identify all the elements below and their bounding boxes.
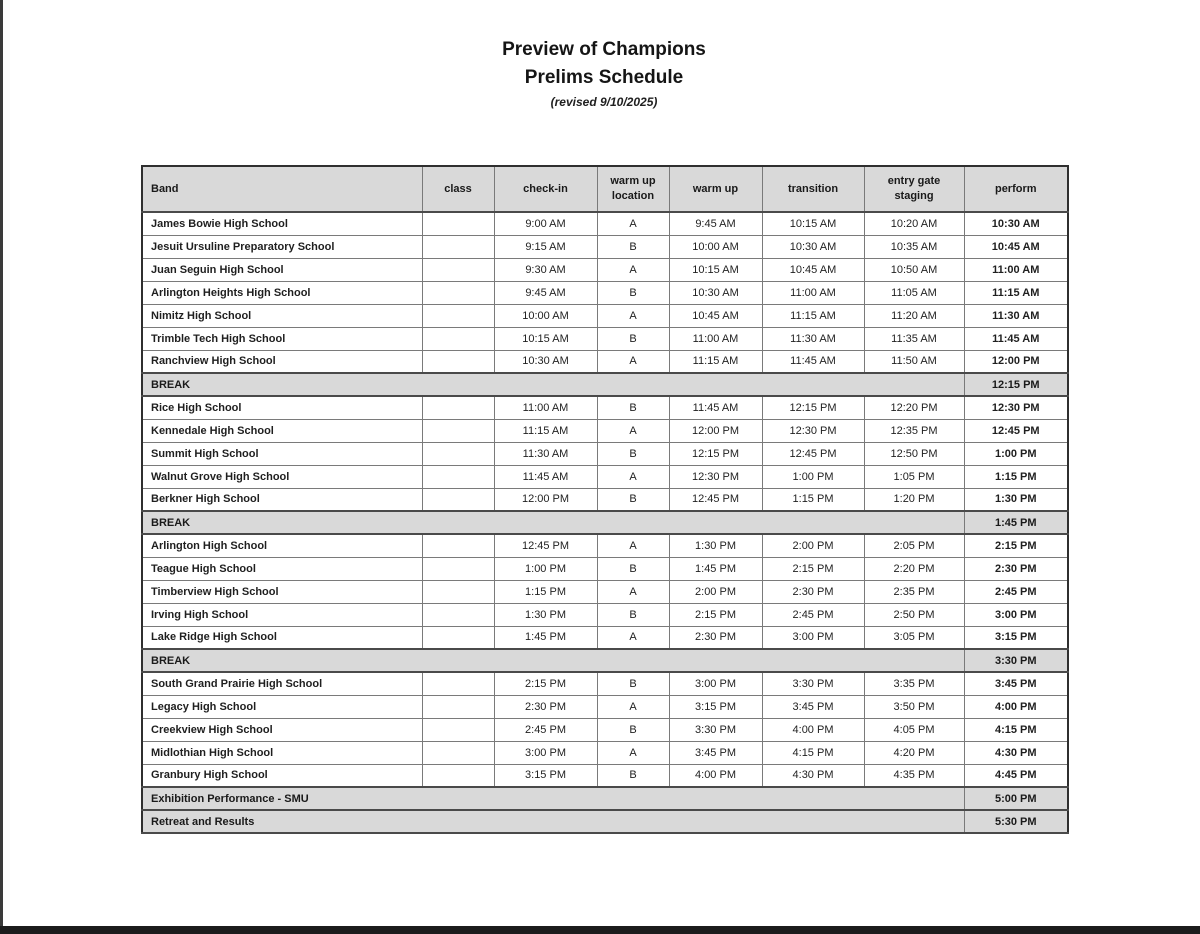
perform-cell: 11:45 AM (964, 327, 1068, 350)
transition-cell: 10:30 AM (762, 235, 864, 258)
band-name-cell: Creekview High School (142, 718, 422, 741)
entry-gate-staging-cell: 1:20 PM (864, 488, 964, 511)
transition-cell: 12:30 PM (762, 419, 864, 442)
band-name-cell: Teague High School (142, 557, 422, 580)
document-title: Preview of Champions (502, 39, 706, 60)
check-in-cell: 2:45 PM (494, 718, 597, 741)
section-label-cell: BREAK (142, 373, 964, 396)
warm-up-location-cell: A (597, 212, 669, 235)
check-in-cell: 11:45 AM (494, 465, 597, 488)
warm-up-location-cell: B (597, 396, 669, 419)
perform-cell: 4:15 PM (964, 718, 1068, 741)
entry-gate-staging-cell: 10:35 AM (864, 235, 964, 258)
class-cell (422, 235, 494, 258)
perform-cell: 3:15 PM (964, 626, 1068, 649)
warm-up-cell: 11:45 AM (669, 396, 762, 419)
class-cell (422, 603, 494, 626)
warm-up-cell: 2:00 PM (669, 580, 762, 603)
band-name-cell: Trimble Tech High School (142, 327, 422, 350)
check-in-cell: 2:15 PM (494, 672, 597, 695)
transition-cell: 4:30 PM (762, 764, 864, 787)
warm-up-location-cell: A (597, 304, 669, 327)
section-label-cell: Exhibition Performance - SMU (142, 787, 964, 810)
perform-cell: 2:15 PM (964, 534, 1068, 557)
check-in-cell: 12:45 PM (494, 534, 597, 557)
perform-cell: 4:00 PM (964, 695, 1068, 718)
table-row (142, 741, 1068, 764)
table-row (142, 488, 1068, 511)
perform-cell: 2:30 PM (964, 557, 1068, 580)
warm-up-location-cell: B (597, 718, 669, 741)
entry-gate-staging-cell: 2:50 PM (864, 603, 964, 626)
check-in-cell: 1:30 PM (494, 603, 597, 626)
check-in-cell: 10:15 AM (494, 327, 597, 350)
table-row (142, 281, 1068, 304)
warm-up-location-cell: B (597, 235, 669, 258)
check-in-cell: 11:15 AM (494, 419, 597, 442)
warm-up-location-cell: A (597, 419, 669, 442)
class-cell (422, 764, 494, 787)
band-name-cell: Juan Seguin High School (142, 258, 422, 281)
page-edge-bottom-bar (0, 926, 1200, 934)
band-name-cell: James Bowie High School (142, 212, 422, 235)
entry-gate-staging-cell: 12:20 PM (864, 396, 964, 419)
entry-gate-staging-cell: 4:20 PM (864, 741, 964, 764)
band-name-cell: Kennedale High School (142, 419, 422, 442)
entry-gate-staging-cell: 10:20 AM (864, 212, 964, 235)
column-header-warm-up-location: warm up location (597, 166, 669, 212)
schedule-table-header (142, 166, 1068, 212)
transition-cell: 10:45 AM (762, 258, 864, 281)
band-name-cell: Granbury High School (142, 764, 422, 787)
perform-cell: 1:00 PM (964, 442, 1068, 465)
warm-up-location-cell: A (597, 741, 669, 764)
perform-cell: 11:15 AM (964, 281, 1068, 304)
table-row (142, 580, 1068, 603)
entry-gate-staging-cell: 2:05 PM (864, 534, 964, 557)
perform-cell: 5:30 PM (964, 810, 1068, 833)
entry-gate-staging-cell: 10:50 AM (864, 258, 964, 281)
transition-cell: 12:45 PM (762, 442, 864, 465)
transition-cell: 11:30 AM (762, 327, 864, 350)
table-row (142, 672, 1068, 695)
transition-cell: 1:15 PM (762, 488, 864, 511)
band-name-cell: Nimitz High School (142, 304, 422, 327)
perform-cell: 11:30 AM (964, 304, 1068, 327)
check-in-cell: 12:00 PM (494, 488, 597, 511)
document-subtitle: Prelims Schedule (524, 67, 684, 88)
entry-gate-staging-cell: 4:35 PM (864, 764, 964, 787)
column-header-transition: transition (762, 166, 864, 212)
band-name-cell: Legacy High School (142, 695, 422, 718)
warm-up-cell: 3:30 PM (669, 718, 762, 741)
warm-up-location-cell: A (597, 350, 669, 373)
section-label-cell: Retreat and Results (142, 810, 964, 833)
transition-cell: 4:00 PM (762, 718, 864, 741)
table-row (142, 258, 1068, 281)
class-cell (422, 350, 494, 373)
transition-cell: 2:45 PM (762, 603, 864, 626)
section-label-cell: BREAK (142, 511, 964, 534)
class-cell (422, 396, 494, 419)
transition-cell: 2:15 PM (762, 557, 864, 580)
warm-up-location-cell: B (597, 603, 669, 626)
perform-cell: 3:45 PM (964, 672, 1068, 695)
table-row (142, 212, 1068, 235)
check-in-cell: 9:15 AM (494, 235, 597, 258)
perform-cell: 12:15 PM (964, 373, 1068, 396)
warm-up-location-cell: A (597, 258, 669, 281)
revision-note: (revised 9/10/2025) (550, 95, 658, 109)
warm-up-cell: 1:30 PM (669, 534, 762, 557)
class-cell (422, 626, 494, 649)
band-name-cell: Jesuit Ursuline Preparatory School (142, 235, 422, 258)
table-row (142, 603, 1068, 626)
title-block (141, 0, 1067, 109)
class-cell (422, 465, 494, 488)
column-header-entry-gate-staging: entry gate staging (864, 166, 964, 212)
check-in-cell: 9:00 AM (494, 212, 597, 235)
check-in-cell: 1:45 PM (494, 626, 597, 649)
entry-gate-staging-cell: 11:05 AM (864, 281, 964, 304)
entry-gate-staging-cell: 11:20 AM (864, 304, 964, 327)
entry-gate-staging-cell: 12:50 PM (864, 442, 964, 465)
band-name-cell: Timberview High School (142, 580, 422, 603)
check-in-cell: 9:45 AM (494, 281, 597, 304)
entry-gate-staging-cell: 1:05 PM (864, 465, 964, 488)
transition-cell: 1:00 PM (762, 465, 864, 488)
band-name-cell: Walnut Grove High School (142, 465, 422, 488)
warm-up-cell: 3:15 PM (669, 695, 762, 718)
section-row (142, 649, 1068, 672)
class-cell (422, 557, 494, 580)
class-cell (422, 281, 494, 304)
table-row (142, 235, 1068, 258)
warm-up-cell: 11:00 AM (669, 327, 762, 350)
warm-up-location-cell: B (597, 764, 669, 787)
check-in-cell: 3:15 PM (494, 764, 597, 787)
band-name-cell: Arlington High School (142, 534, 422, 557)
class-cell (422, 419, 494, 442)
perform-cell: 12:45 PM (964, 419, 1068, 442)
transition-cell: 3:45 PM (762, 695, 864, 718)
warm-up-cell: 10:15 AM (669, 258, 762, 281)
band-name-cell: Summit High School (142, 442, 422, 465)
perform-cell: 10:30 AM (964, 212, 1068, 235)
band-name-cell: Midlothian High School (142, 741, 422, 764)
transition-cell: 12:15 PM (762, 396, 864, 419)
table-row (142, 465, 1068, 488)
column-header-perform: perform (964, 166, 1068, 212)
class-cell (422, 488, 494, 511)
warm-up-location-cell: B (597, 442, 669, 465)
transition-cell: 4:15 PM (762, 741, 864, 764)
perform-cell: 12:30 PM (964, 396, 1068, 419)
table-row (142, 350, 1068, 373)
perform-cell: 4:45 PM (964, 764, 1068, 787)
band-name-cell: South Grand Prairie High School (142, 672, 422, 695)
table-row (142, 557, 1068, 580)
entry-gate-staging-cell: 11:50 AM (864, 350, 964, 373)
band-name-cell: Lake Ridge High School (142, 626, 422, 649)
table-row (142, 327, 1068, 350)
transition-cell: 3:30 PM (762, 672, 864, 695)
check-in-cell: 2:30 PM (494, 695, 597, 718)
perform-cell: 4:30 PM (964, 741, 1068, 764)
entry-gate-staging-cell: 12:35 PM (864, 419, 964, 442)
column-header-band: Band (142, 166, 422, 212)
section-row (142, 787, 1068, 810)
perform-cell: 1:30 PM (964, 488, 1068, 511)
header-row (142, 166, 1068, 212)
class-cell (422, 580, 494, 603)
warm-up-cell: 12:15 PM (669, 442, 762, 465)
entry-gate-staging-cell: 11:35 AM (864, 327, 964, 350)
table-row (142, 695, 1068, 718)
warm-up-cell: 10:45 AM (669, 304, 762, 327)
warm-up-cell: 11:15 AM (669, 350, 762, 373)
warm-up-location-cell: B (597, 488, 669, 511)
table-row (142, 396, 1068, 419)
class-cell (422, 258, 494, 281)
column-header-check-in: check-in (494, 166, 597, 212)
entry-gate-staging-cell: 2:35 PM (864, 580, 964, 603)
table-row (142, 718, 1068, 741)
warm-up-cell: 3:45 PM (669, 741, 762, 764)
column-header-class: class (422, 166, 494, 212)
transition-cell: 3:00 PM (762, 626, 864, 649)
band-name-cell: Arlington Heights High School (142, 281, 422, 304)
section-row (142, 373, 1068, 396)
warm-up-cell: 9:45 AM (669, 212, 762, 235)
entry-gate-staging-cell: 3:50 PM (864, 695, 964, 718)
transition-cell: 2:00 PM (762, 534, 864, 557)
schedule-table-body (142, 212, 1068, 833)
warm-up-location-cell: A (597, 534, 669, 557)
warm-up-cell: 12:45 PM (669, 488, 762, 511)
warm-up-cell: 2:15 PM (669, 603, 762, 626)
perform-cell: 11:00 AM (964, 258, 1068, 281)
warm-up-location-cell: A (597, 626, 669, 649)
band-name-cell: Irving High School (142, 603, 422, 626)
warm-up-location-cell: B (597, 281, 669, 304)
check-in-cell: 10:30 AM (494, 350, 597, 373)
table-row (142, 419, 1068, 442)
class-cell (422, 741, 494, 764)
perform-cell: 1:15 PM (964, 465, 1068, 488)
entry-gate-staging-cell: 4:05 PM (864, 718, 964, 741)
entry-gate-staging-cell: 3:05 PM (864, 626, 964, 649)
check-in-cell: 11:00 AM (494, 396, 597, 419)
warm-up-location-cell: B (597, 327, 669, 350)
warm-up-location-cell: B (597, 557, 669, 580)
perform-cell: 10:45 AM (964, 235, 1068, 258)
warm-up-cell: 10:30 AM (669, 281, 762, 304)
class-cell (422, 672, 494, 695)
warm-up-location-cell: A (597, 695, 669, 718)
warm-up-cell: 1:45 PM (669, 557, 762, 580)
band-name-cell: Ranchview High School (142, 350, 422, 373)
perform-cell: 5:00 PM (964, 787, 1068, 810)
check-in-cell: 3:00 PM (494, 741, 597, 764)
perform-cell: 1:45 PM (964, 511, 1068, 534)
class-cell (422, 718, 494, 741)
transition-cell: 11:15 AM (762, 304, 864, 327)
band-name-cell: Rice High School (142, 396, 422, 419)
perform-cell: 12:00 PM (964, 350, 1068, 373)
entry-gate-staging-cell: 3:35 PM (864, 672, 964, 695)
perform-cell: 2:45 PM (964, 580, 1068, 603)
check-in-cell: 10:00 AM (494, 304, 597, 327)
warm-up-cell: 2:30 PM (669, 626, 762, 649)
check-in-cell: 1:00 PM (494, 557, 597, 580)
warm-up-cell: 12:00 PM (669, 419, 762, 442)
class-cell (422, 212, 494, 235)
warm-up-location-cell: A (597, 580, 669, 603)
section-label-cell: BREAK (142, 649, 964, 672)
perform-cell: 3:30 PM (964, 649, 1068, 672)
perform-cell: 3:00 PM (964, 603, 1068, 626)
class-cell (422, 304, 494, 327)
column-header-warm-up: warm up (669, 166, 762, 212)
section-row (142, 810, 1068, 833)
check-in-cell: 9:30 AM (494, 258, 597, 281)
warm-up-cell: 12:30 PM (669, 465, 762, 488)
table-row (142, 442, 1068, 465)
class-cell (422, 695, 494, 718)
page-edge-left-line (0, 0, 3, 934)
check-in-cell: 1:15 PM (494, 580, 597, 603)
warm-up-cell: 4:00 PM (669, 764, 762, 787)
warm-up-location-cell: A (597, 465, 669, 488)
check-in-cell: 11:30 AM (494, 442, 597, 465)
table-row (142, 534, 1068, 557)
class-cell (422, 327, 494, 350)
warm-up-location-cell: B (597, 672, 669, 695)
transition-cell: 11:00 AM (762, 281, 864, 304)
entry-gate-staging-cell: 2:20 PM (864, 557, 964, 580)
class-cell (422, 534, 494, 557)
transition-cell: 11:45 AM (762, 350, 864, 373)
warm-up-cell: 10:00 AM (669, 235, 762, 258)
schedule-table (141, 165, 1069, 834)
class-cell (422, 442, 494, 465)
warm-up-cell: 3:00 PM (669, 672, 762, 695)
table-row (142, 304, 1068, 327)
band-name-cell: Berkner High School (142, 488, 422, 511)
table-row (142, 626, 1068, 649)
table-row (142, 764, 1068, 787)
section-row (142, 511, 1068, 534)
transition-cell: 2:30 PM (762, 580, 864, 603)
transition-cell: 10:15 AM (762, 212, 864, 235)
